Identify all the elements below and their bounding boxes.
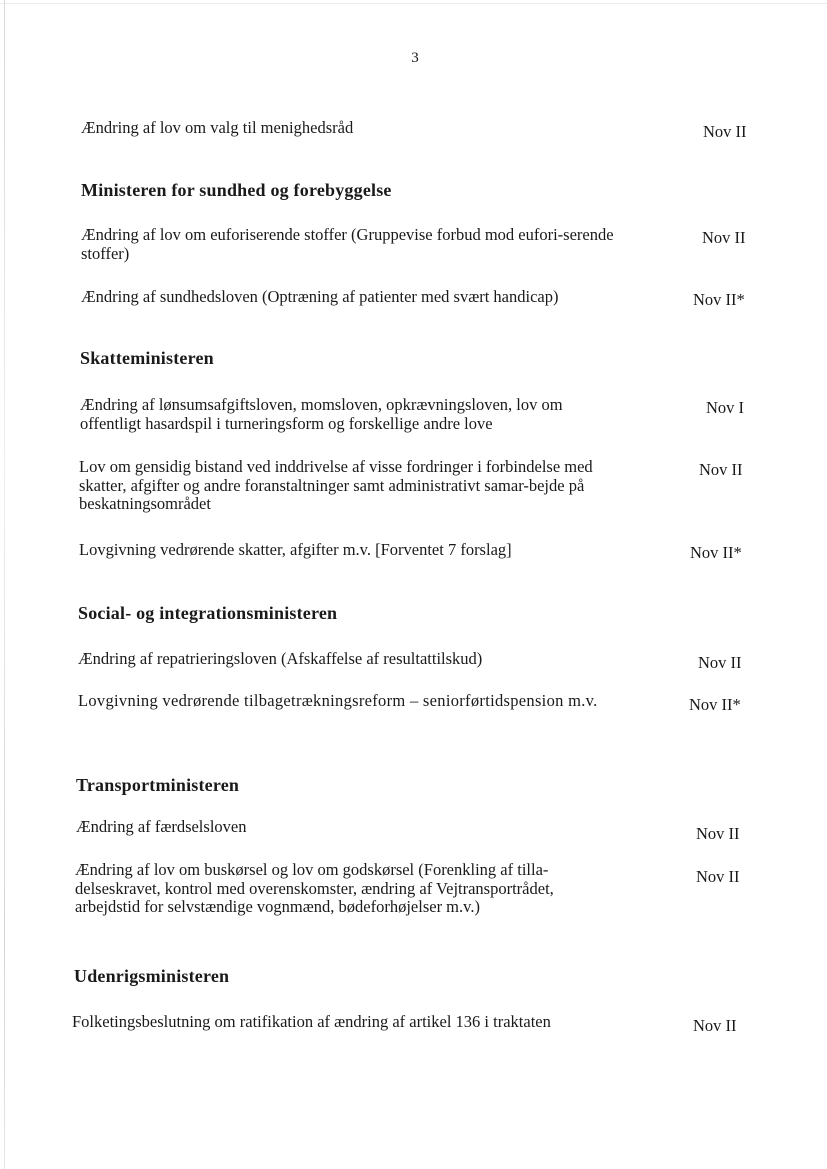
- scan-edge-top: [0, 3, 827, 4]
- session-label: Nov II: [703, 122, 747, 141]
- session-label: Nov II*: [693, 290, 745, 309]
- bill-title: Ændring af lov om valg til menighedsråd: [81, 118, 354, 137]
- session-label: Nov II: [698, 653, 742, 672]
- scan-edge: [4, 0, 5, 1169]
- session-label: Nov II: [696, 824, 740, 843]
- ministry-heading: Udenrigsministeren: [74, 966, 230, 986]
- session-label: Nov II: [696, 867, 740, 886]
- bill-title: Ændring af færdselsloven: [76, 817, 247, 836]
- ministry-heading: Ministeren for sundhed og forebyggelse: [81, 180, 392, 200]
- bill-title: Ændring af lov om euforiserende stoffer (Gruppevise forbud mod eufori-serende stoffer): [81, 225, 614, 263]
- bill-title: Folketingsbeslutning om ratifikation af ændring af artikel 136 i traktaten: [72, 1012, 551, 1031]
- bill-title: Ændring af lov om buskørsel og lov om godskørsel (Forenkling af tilla-delseskravet, kontrol med overenskomster, ændring af Vejtransportrådet, arbejdstid for selvstændige vognmænd, bødeforhøjelser m.v.): [75, 860, 554, 916]
- session-label: Nov II: [702, 228, 746, 247]
- page-number: 3: [411, 50, 419, 66]
- ministry-heading: Transportministeren: [76, 775, 240, 795]
- bill-title: Ændring af lønsumsafgiftsloven, momsloven, opkrævningsloven, lov om offentligt hasardspil i turneringsform og forskellige andre love: [80, 395, 563, 433]
- session-label: Nov I: [706, 398, 745, 417]
- session-label: Nov II: [699, 460, 743, 479]
- bill-title: Lovgivning vedrørende skatter, afgifter m.v. [Forventet 7 forslag]: [79, 540, 512, 559]
- ministry-heading: Social- og integrationsministeren: [78, 603, 338, 623]
- bill-title: Ændring af sundhedsloven (Optræning af patienter med svært handicap): [81, 287, 559, 306]
- bill-title: Ændring af repatrieringsloven (Afskaffelse af resultattilskud): [78, 649, 483, 668]
- session-label: Nov II: [693, 1016, 737, 1035]
- ministry-heading: Skatteministeren: [80, 348, 214, 368]
- bill-title: Lov om gensidig bistand ved inddrivelse af visse fordringer i forbindelse med skatter, afgifter og andre foranstaltninger samt administrativt samar-bejde på beskatningsområdet: [79, 457, 593, 513]
- session-label: Nov II*: [689, 695, 741, 714]
- bill-title: Lovgivning vedrørende tilbagetrækningsreform – seniorførtidspension m.v.: [78, 691, 598, 710]
- session-label: Nov II*: [690, 543, 742, 562]
